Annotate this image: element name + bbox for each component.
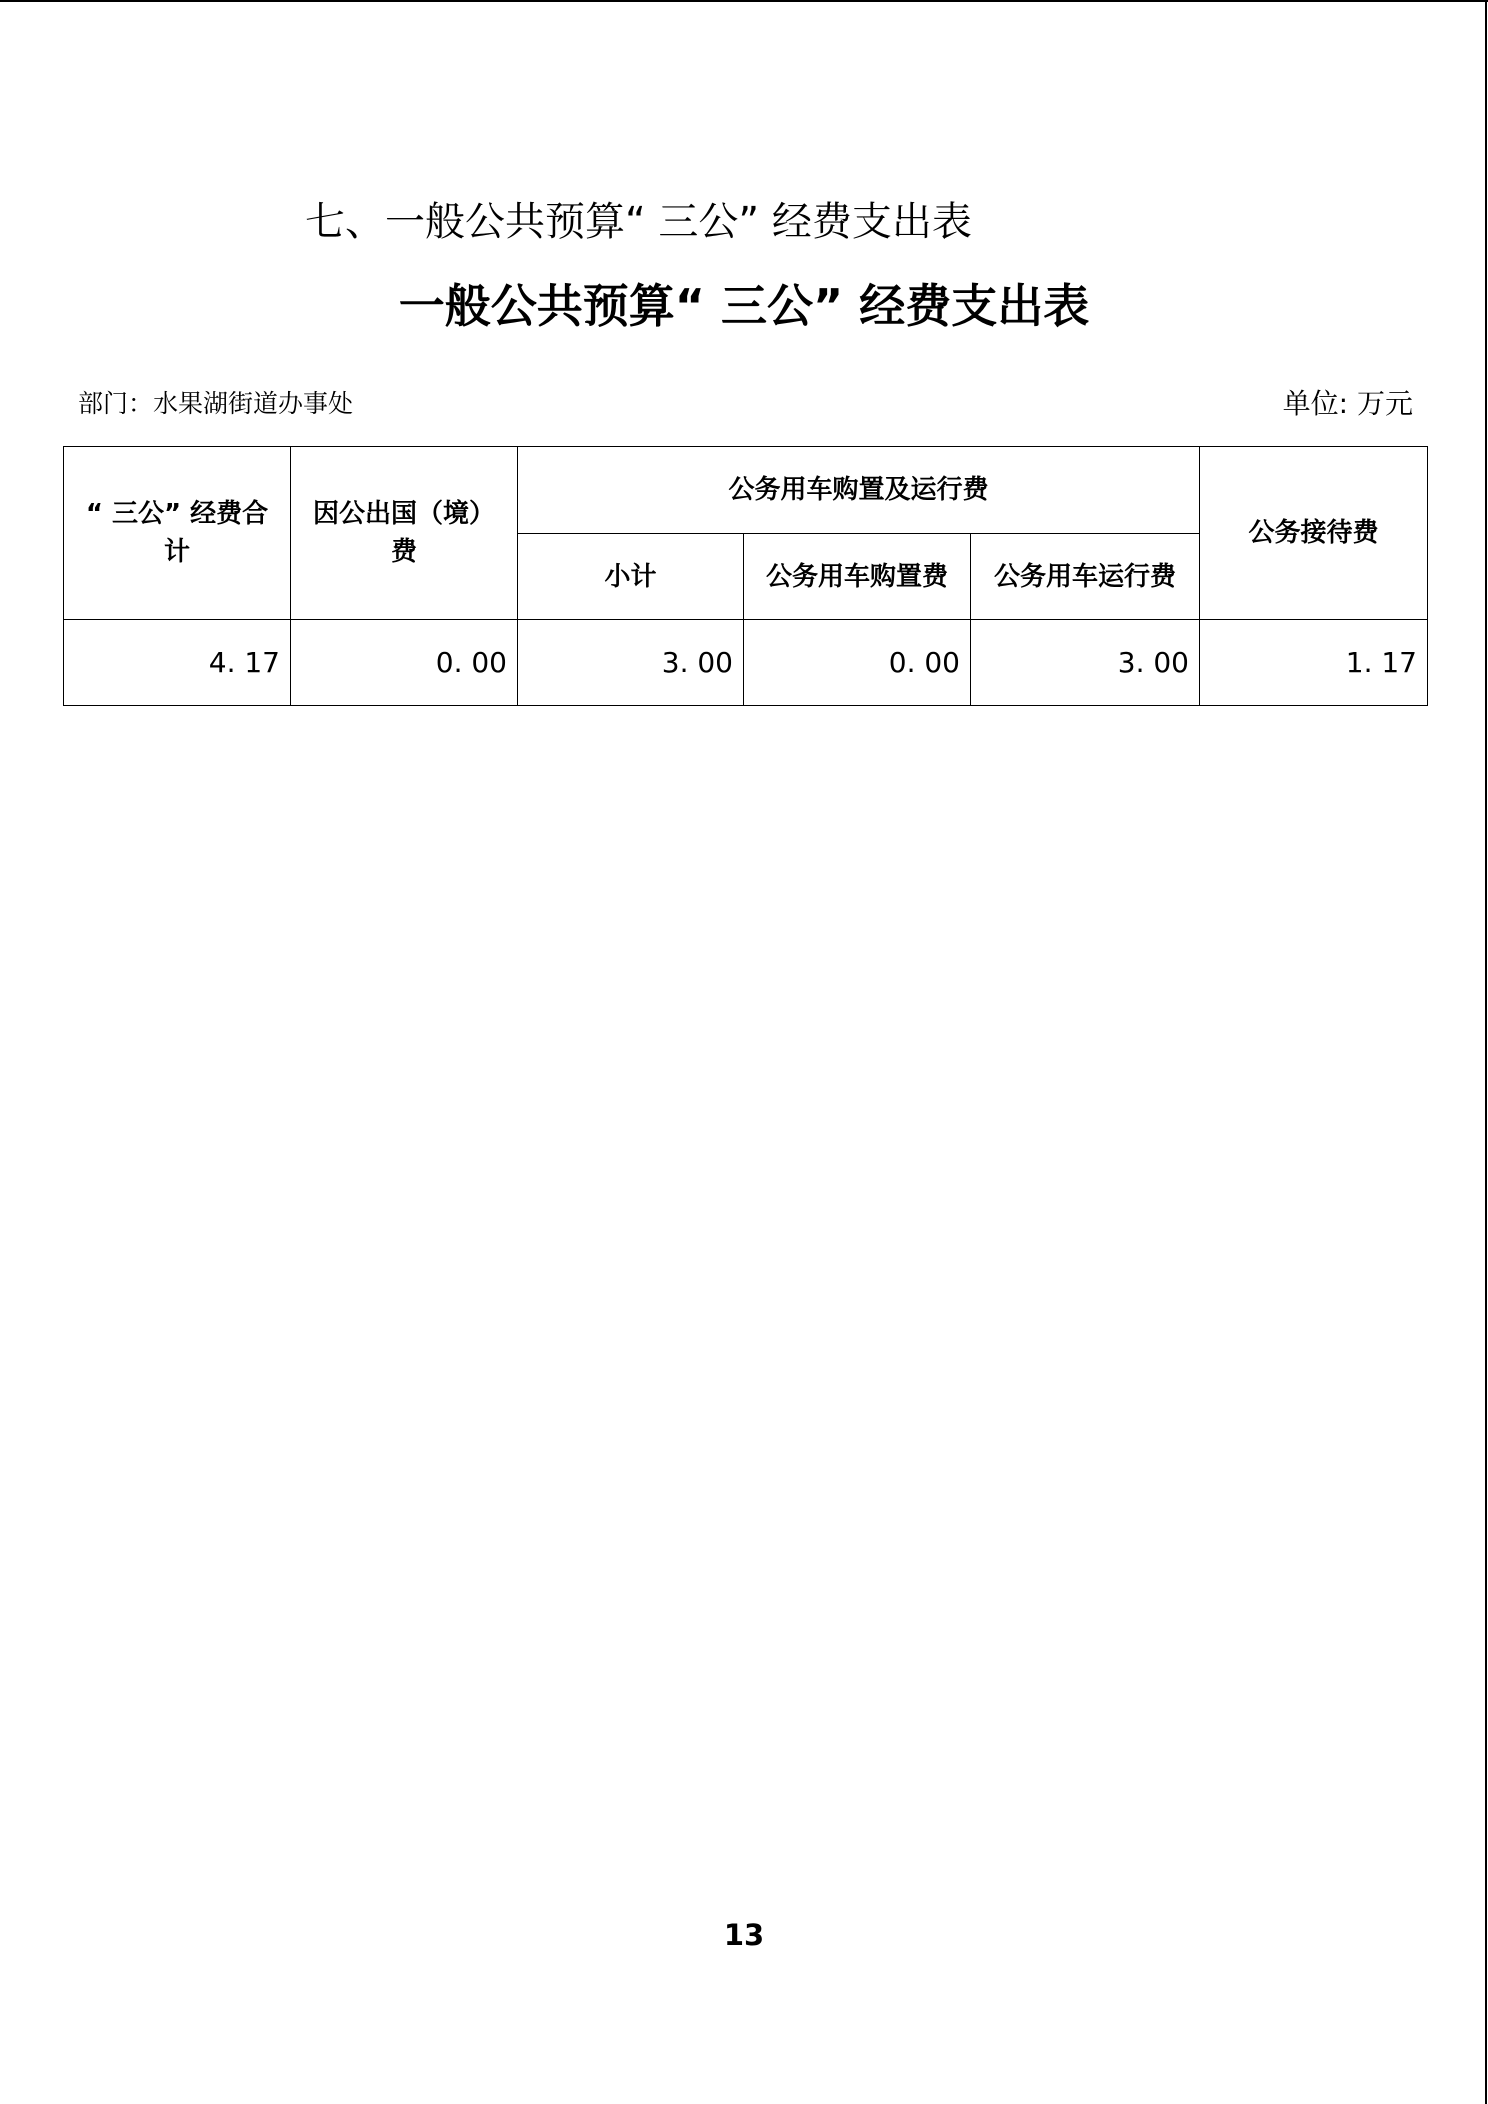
header-subtotal: 小计 bbox=[518, 534, 744, 620]
header-vehicle-operation: 公务用车运行费 bbox=[971, 534, 1200, 620]
header-total: “ 三公” 经费合计 bbox=[64, 447, 291, 620]
header-reception: 公务接待费 bbox=[1200, 447, 1428, 620]
header-vehicle-purchase: 公务用车购置费 bbox=[744, 534, 971, 620]
header-vehicle-group: 公务用车购置及运行费 bbox=[518, 447, 1200, 534]
department-label: 部门：水果湖街道办事处 bbox=[78, 389, 354, 418]
page-top-border bbox=[0, 0, 1488, 2]
expense-table bbox=[63, 446, 1428, 706]
table-title: 一般公共预算“ 三公” 经费支出表 bbox=[398, 279, 1090, 333]
value-total: 4. 17 bbox=[64, 620, 291, 706]
section-heading: 七、一般公共预算“ 三公” 经费支出表 bbox=[305, 199, 972, 245]
header-row-top bbox=[64, 447, 1428, 534]
header-abroad: 因公出国（境）费 bbox=[291, 447, 518, 620]
value-reception: 1. 17 bbox=[1200, 620, 1428, 706]
value-vehicle-purchase: 0. 00 bbox=[744, 620, 971, 706]
table-row bbox=[64, 620, 1428, 706]
page-number: 13 bbox=[723, 1918, 765, 1952]
value-vehicle-operation: 3. 00 bbox=[971, 620, 1200, 706]
value-abroad: 0. 00 bbox=[291, 620, 518, 706]
value-subtotal: 3. 00 bbox=[518, 620, 744, 706]
unit-label: 单位: 万元 bbox=[1282, 387, 1413, 420]
